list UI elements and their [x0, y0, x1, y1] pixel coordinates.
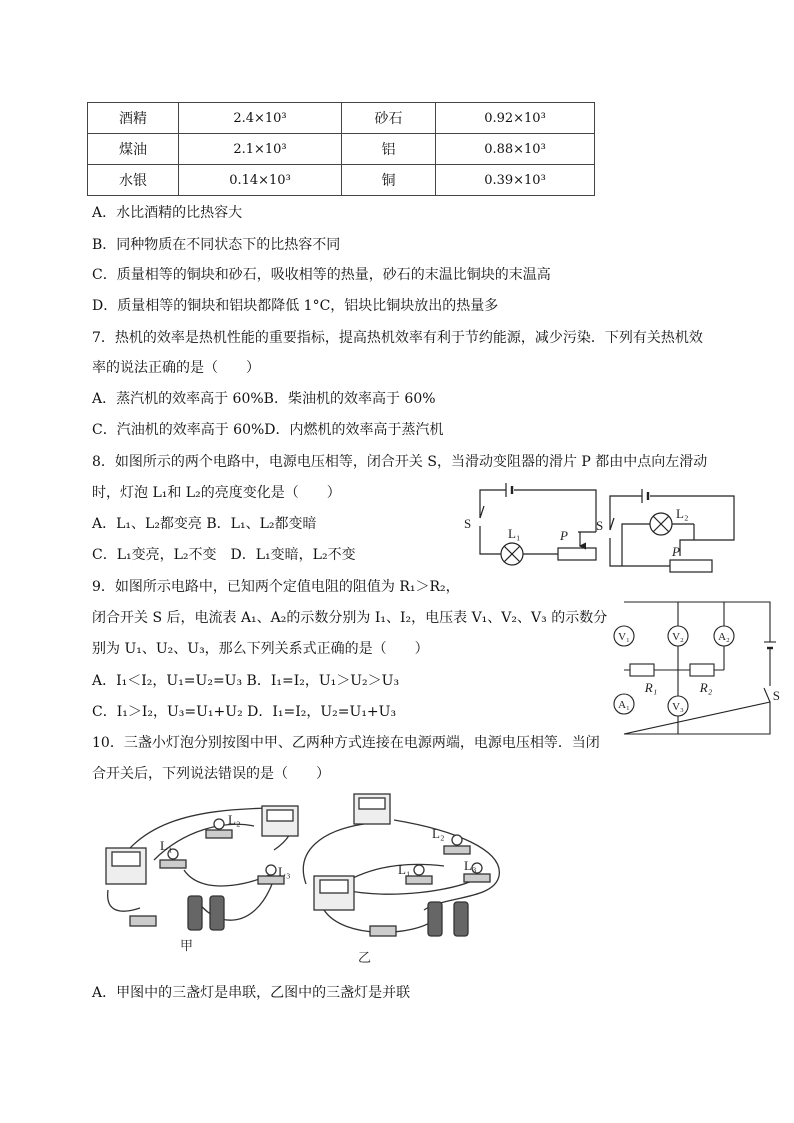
table-cell: 铜	[342, 165, 436, 196]
q8-p-label: P	[560, 528, 568, 543]
v2-label: V₂	[672, 631, 684, 643]
table-row	[88, 134, 595, 165]
q9-stem-line3: 别为 U₁、U₂、U₃，那么下列关系式正确的是（ ）	[92, 641, 429, 657]
battery-icon	[188, 896, 202, 930]
table-cell: 0.88×10³	[436, 134, 595, 165]
figure-jia	[106, 806, 298, 953]
q7-stem-line1: 7．热机的效率是热机性能的重要指标，提高热机效率有利于节约能源，减少污染．下列有关热机效	[92, 330, 703, 346]
jia-l2-label: L₂	[228, 812, 241, 827]
q9-options-cd: C．I₁＞I₂，U₃=U₁+U₂ D．I₁=I₂，U₂=U₁+U₃	[92, 704, 397, 720]
table-cell: 酒精	[88, 103, 179, 134]
q8-stem-line2: 时，灯泡 L₁和 L₂的亮度变化是（ ）	[92, 485, 341, 501]
switch-icon	[480, 506, 484, 518]
jia-l1-label: L₁	[160, 838, 173, 853]
r2-label: R₂	[699, 680, 713, 695]
q7-options-ab: A．蒸汽机的效率高于 60%B．柴油机的效率高于 60%	[92, 391, 436, 407]
q8-p-label: P	[672, 544, 680, 559]
lamp-icon	[160, 860, 186, 868]
q10-illustration	[94, 790, 524, 970]
q10-option-a: A．甲图中的三盏灯是串联，乙图中的三盏灯是并联	[92, 985, 411, 1001]
q6-option-d: D．质量相等的铜块和铝块都降低 1°C，铝块比铜块放出的热量多	[92, 298, 499, 314]
rheostat-icon	[670, 560, 712, 572]
q8-options-cd: C．L₁变亮，L₂不变 D．L₁变暗，L₂不变	[92, 547, 356, 563]
table-cell: 铝	[342, 134, 436, 165]
q10-stem-line1: 10．三盏小灯泡分别按图中甲、乙两种方式连接在电源两端，电源电压相等．当闭	[92, 735, 600, 751]
q7-options-cd: C．汽油机的效率高于 60%D．内燃机的效率高于蒸汽机	[92, 422, 444, 438]
q8-stem-line1: 8．如图所示的两个电路中，电源电压相等，闭合开关 S，当滑动变阻器的滑片 P 都由中点向左滑动	[92, 454, 708, 470]
switch-icon	[764, 688, 770, 702]
switch-icon	[130, 916, 156, 926]
table-row	[88, 103, 595, 134]
a2-label: A₂	[718, 631, 730, 643]
switch-icon	[370, 926, 396, 936]
q8-switch-label: S	[596, 518, 604, 533]
q8-l2-label: L₂	[676, 506, 689, 521]
q9-stem-line2: 闭合开关 S 后，电流表 A₁、A₂的示数分别为 I₁、I₂，电压表 V₁、V₂、V₃ 的示数分	[92, 610, 608, 626]
yi-label: 乙	[358, 950, 372, 965]
table-cell: 煤油	[88, 134, 179, 165]
q6-option-b: B．同种物质在不同状态下的比热容不同	[92, 237, 341, 253]
table-cell: 0.14×10³	[179, 165, 342, 196]
q8-l1-label: L₁	[508, 526, 521, 541]
q9-circuit-diagram	[608, 598, 778, 738]
table-cell: 2.4×10³	[179, 103, 342, 134]
specific-heat-table	[87, 102, 595, 196]
q9-options-ab: A．I₁＜I₂，U₁=U₂=U₃ B．I₁=I₂，U₁＞U₂＞U₃	[92, 673, 400, 689]
jia-l3-label: L₃	[278, 864, 291, 879]
battery-icon	[454, 902, 468, 936]
q6-option-a: A．水比酒精的比热容大	[92, 205, 243, 221]
q10-stem-line2: 合开关后，下列说法错误的是（ ）	[92, 766, 330, 782]
q8-switch-label: S	[464, 516, 472, 531]
lamp-icon	[206, 830, 232, 838]
q9-stem-line1: 9．如图所示电路中，已知两个定值电阻的阻值为 R₁＞R₂，	[92, 579, 460, 595]
a1-label: A₁	[618, 699, 630, 711]
battery-icon	[428, 902, 442, 936]
battery-icon	[210, 896, 224, 930]
q8-left-circuit	[464, 483, 596, 565]
q6-option-c: C．质量相等的铜块和砂石，吸收相等的热量，砂石的末温比铜块的末温高	[92, 267, 551, 283]
figure-yi	[303, 794, 499, 965]
q9-switch-label: S	[772, 688, 780, 703]
r1-label: R₁	[644, 680, 658, 695]
v3-label: V₃	[672, 701, 684, 713]
table-cell: 0.92×10³	[436, 103, 595, 134]
lamp-icon	[444, 846, 470, 854]
jia-label: 甲	[180, 938, 194, 953]
table-cell: 0.39×10³	[436, 165, 595, 196]
resistor-r1	[630, 664, 654, 676]
resistor-r2	[690, 664, 714, 676]
table-row	[88, 165, 595, 196]
table-cell: 水银	[88, 165, 179, 196]
q8-options-ab: A．L₁、L₂都变亮 B．L₁、L₂都变暗	[92, 516, 317, 532]
q7-stem-line2: 率的说法正确的是（ ）	[92, 360, 260, 376]
table-cell: 砂石	[342, 103, 436, 134]
yi-l1-label: L₁	[398, 862, 411, 877]
q8-circuit-diagram	[458, 480, 744, 572]
table-cell: 2.1×10³	[179, 134, 342, 165]
q8-right-circuit	[596, 489, 734, 572]
yi-l3-label: L₃	[464, 858, 477, 873]
yi-l2-label: L₂	[432, 826, 445, 841]
lamp-icon	[406, 876, 432, 884]
v1-label: V₁	[618, 631, 630, 643]
rheostat-icon	[558, 548, 596, 560]
lamp-icon	[464, 874, 490, 882]
